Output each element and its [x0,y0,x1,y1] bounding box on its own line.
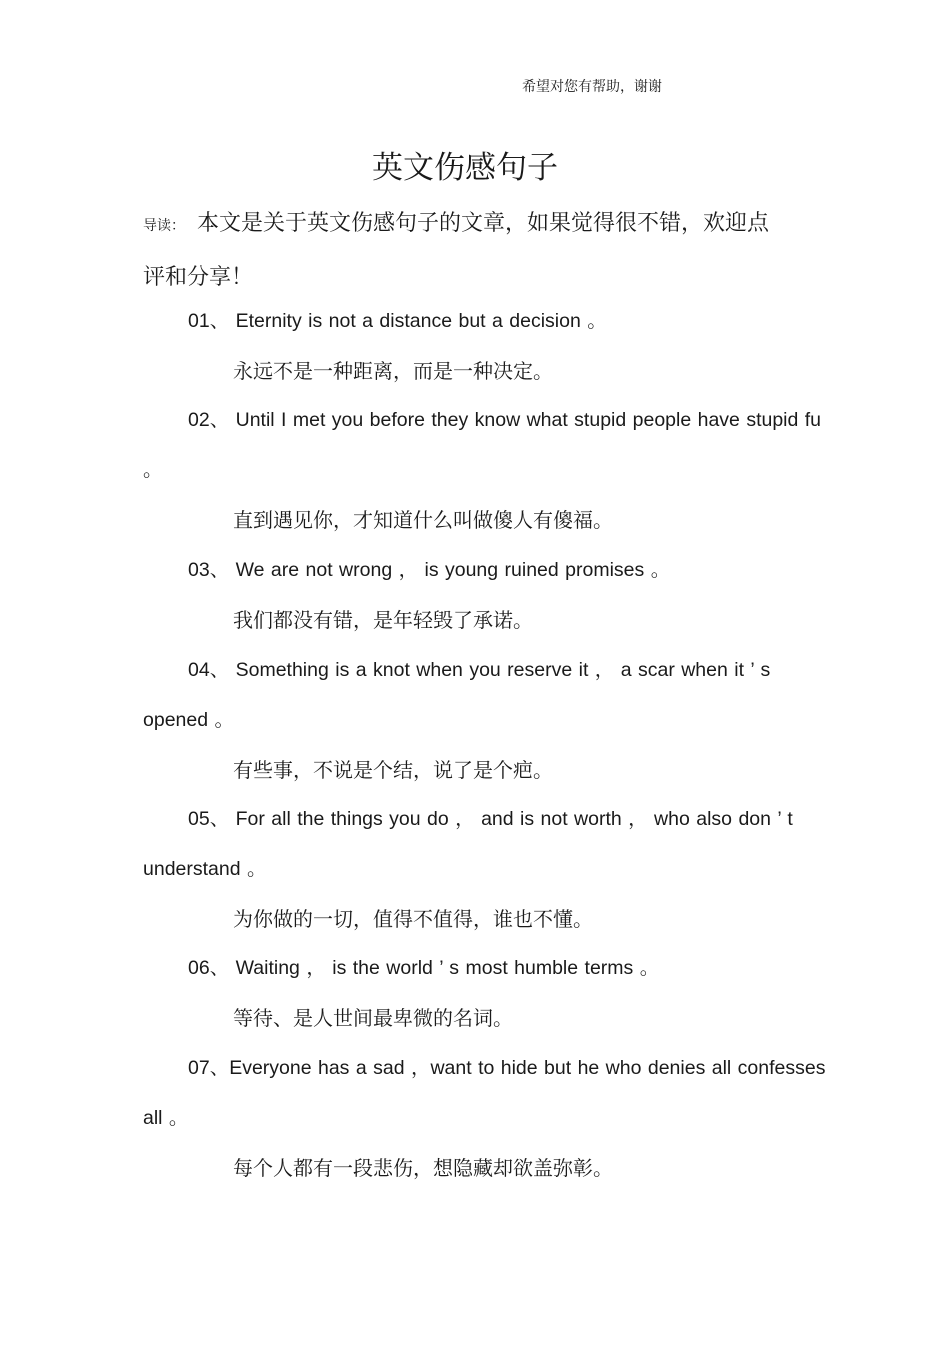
entry-03 [143,545,833,645]
intro-lead-label: 导读： [143,218,185,234]
entry-01 [143,296,833,396]
entry-chinese-translation: 永远不是一种距离，而是一种决定。 [233,359,553,383]
entry-english-text: 01、 Eternity is not a distance but a decision 。 [188,310,607,332]
intro-text: 本文是关于英文伤感句子的文章，如果觉得很不错，欢迎点评和分享！ [143,211,770,290]
entry-chinese-translation: 我们都没有错，是年轻毁了承诺。 [233,608,533,632]
entry-english-text: 05、 For all the things you do ， and is not worth ， who also don ’ t understand 。 [143,808,793,880]
entry-02 [143,395,833,545]
entry-04 [143,645,833,795]
entry-english-text: 06、 Waiting ， is the world ’ s most humble terms 。 [188,957,660,979]
entry-05 [143,794,833,944]
entry-chinese-translation: 每个人都有一段悲伤，想隐藏却欲盖弥彰。 [233,1156,613,1180]
entry-06 [143,943,833,1043]
entry-07 [143,1043,833,1193]
intro-paragraph [143,198,783,303]
document-title: 英文伤感句子 [372,150,558,186]
entry-english-text: 03、 We are not wrong ， is young ruined promises 。 [188,559,671,581]
header-note: 希望对您有帮助，谢谢 [522,79,662,95]
entry-english-text: 07、Everyone has a sad ，want to hide but he who denies all confesses all 。 [143,1057,826,1129]
entry-english-text: 04、 Something is a knot when you reserve it ， a scar when it ’ s opened 。 [143,659,771,731]
entry-chinese-translation: 有些事，不说是个结，说了是个疤。 [233,758,553,782]
entry-chinese-translation: 直到遇见你，才知道什么叫做傻人有傻福。 [233,508,613,532]
entry-english-text: 02、 Until I met you before they know what stupid people have stupid fu 。 [143,409,822,481]
entry-chinese-translation: 为你做的一切，值得不值得，谁也不懂。 [233,907,593,931]
entry-chinese-translation: 等待、是人世间最卑微的名词。 [233,1006,513,1030]
